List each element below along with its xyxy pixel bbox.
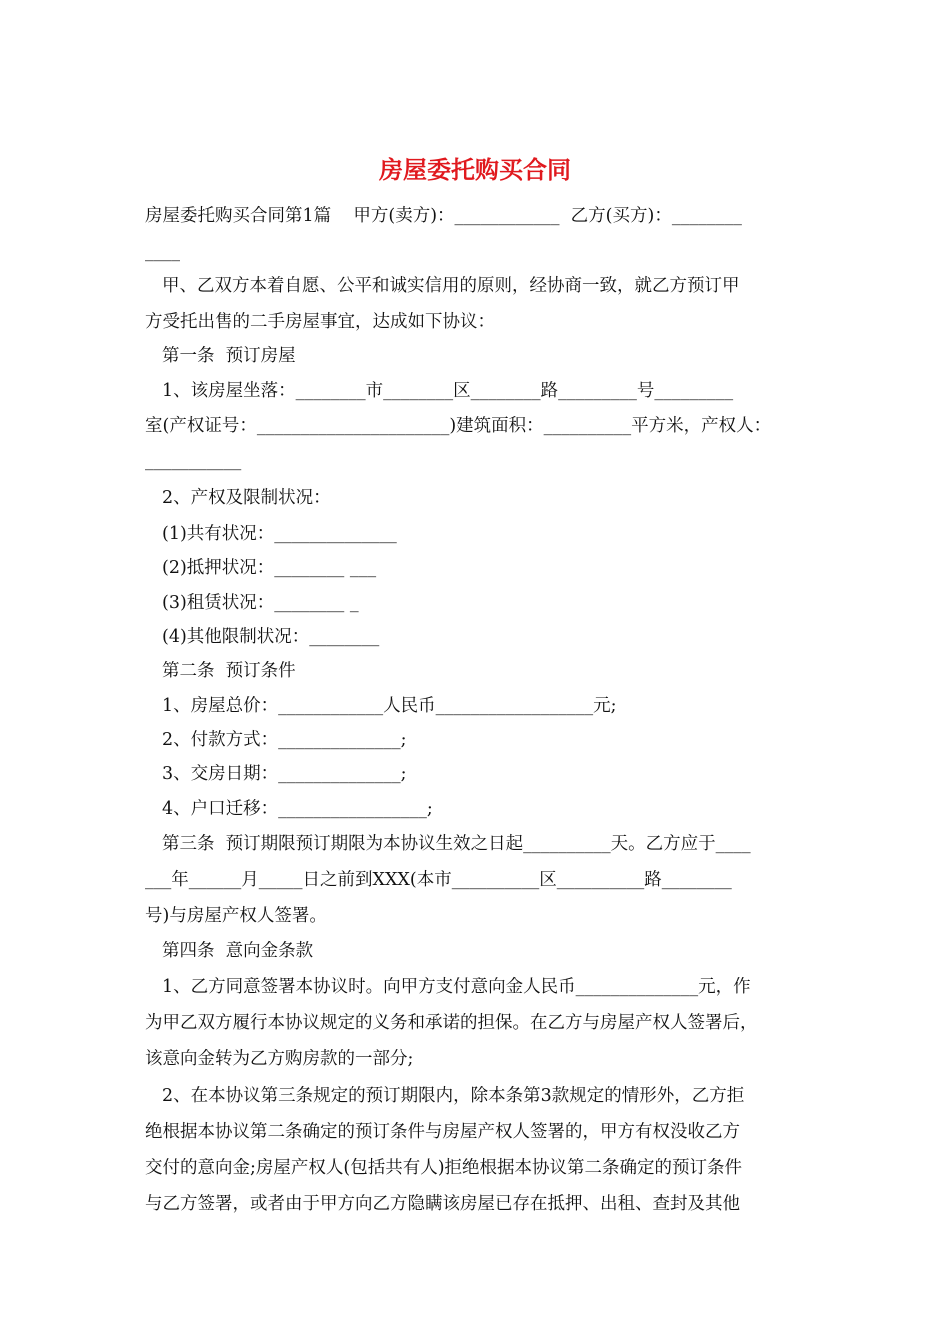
paragraph-line: 甲、乙双方本着自愿、公平和诚实信用的原则，经协商一致，就乙方预订甲 xyxy=(162,276,740,296)
clause-line: 4、户口迁移：_________________; xyxy=(162,799,433,819)
clause-line: 为甲乙双方履行本协议规定的义务和承诺的担保。在乙方与房屋产权人签署后， xyxy=(145,1013,758,1033)
clause-line: 2、产权及限制状况： xyxy=(162,488,331,508)
clause-line: (1)共有状况：______________ xyxy=(162,524,397,544)
intro-line: ____ xyxy=(145,242,180,262)
paragraph-line: 方受托出售的二手房屋事宜，达成如下协议： xyxy=(145,312,495,332)
document-title: 房屋委托购买合同 xyxy=(379,156,571,184)
clause-line: 交付的意向金;房屋产权人(包括共有人)拒绝根据本协议第二条确定的预订条件 xyxy=(145,1158,743,1178)
clause-line: (2)抵押状况：________ ___ xyxy=(162,558,377,578)
clause-line: 号)与房屋产权人签署。 xyxy=(145,906,327,926)
section-heading: 第三条 预订期限预订期限为本协议生效之日起__________天。乙方应于____ xyxy=(162,834,751,854)
clause-line: 1、房屋总价：____________人民币__________________元; xyxy=(162,696,617,716)
section-heading: 第二条 预订条件 xyxy=(162,661,296,681)
clause-line: 1、该房屋坐落：________市________区________路_________号_________ xyxy=(162,381,734,401)
clause-line: 室(产权证号：______________________)建筑面积：__________平方米，产权人： xyxy=(145,416,772,436)
section-heading: 第四条 意向金条款 xyxy=(162,941,314,961)
clause-line: 2、付款方式：______________; xyxy=(162,730,407,750)
clause-line: 1、乙方同意签署本协议时。向甲方支付意向金人民币______________元，作 xyxy=(162,977,751,997)
intro-line: 房屋委托购买合同第1篇 甲方(卖方)：____________ 乙方(买方)：________ xyxy=(145,206,742,226)
clause-line: 该意向金转为乙方购房款的一部分; xyxy=(145,1049,414,1069)
section-heading: 第一条 预订房屋 xyxy=(162,346,296,366)
clause-line: ___________ xyxy=(145,451,242,471)
clause-line: (3)租赁状况：________ _ xyxy=(162,593,359,613)
clause-line: 3、交房日期：______________; xyxy=(162,764,407,784)
clause-line: 与乙方签署，或者由于甲方向乙方隐瞒该房屋已存在抵押、出租、查封及其他 xyxy=(145,1194,740,1214)
clause-line: ___年______月_____日之前到XXX(本市__________区__________路________ xyxy=(145,870,732,890)
clause-line: 2、在本协议第三条规定的预订期限内，除本条第3款规定的情形外，乙方拒 xyxy=(162,1086,745,1106)
clause-line: (4)其他限制状况：________ xyxy=(162,627,380,647)
clause-line: 绝根据本协议第二条确定的预订条件与房屋产权人签署的，甲方有权没收乙方 xyxy=(145,1122,740,1142)
